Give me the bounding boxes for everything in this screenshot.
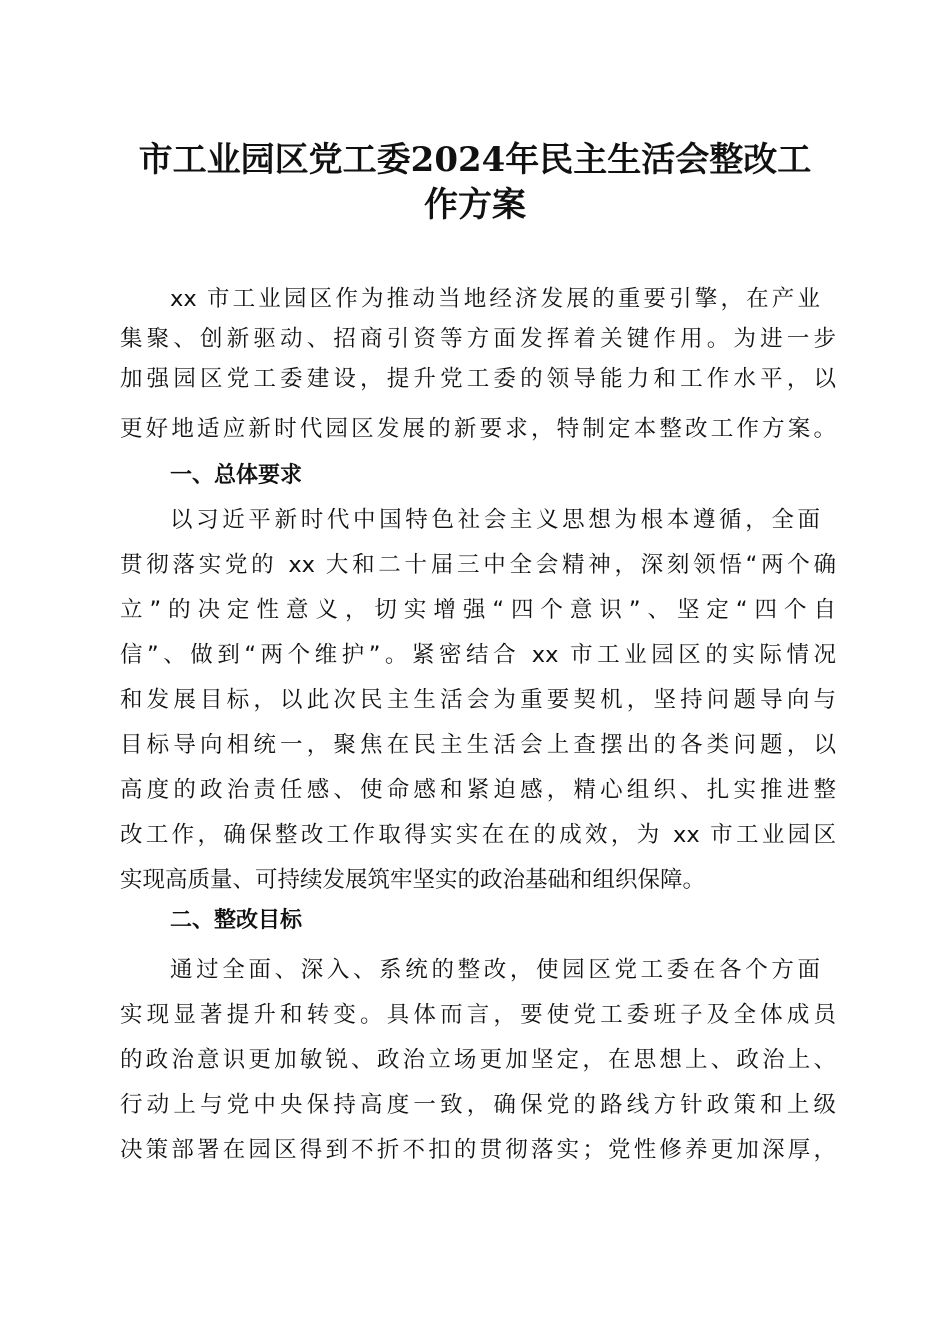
- section-heading-overall-requirements: 一、总体要求: [170, 463, 303, 488]
- section1-line: 目标导向相统一，聚焦在民主生活会上查摆出的各类问题，以: [120, 732, 836, 758]
- section2-line: 通过全面、深入、系统的整改，使园区党工委在各个方面: [170, 957, 820, 983]
- intro-line: xx 市工业园区作为推动当地经济发展的重要引擎，在产业: [170, 286, 820, 312]
- section1-line: 立”的决定性意义，切实增强“四个意识”、坚定“四个自: [120, 597, 836, 623]
- section-heading-rectification-goals: 二、整改目标: [170, 908, 303, 933]
- document-title-line-2: 作方案: [424, 185, 526, 225]
- section2-line: 实现显著提升和转变。具体而言，要使党工委班子及全体成员: [120, 1002, 836, 1028]
- section2-line: 决策部署在园区得到不折不扣的贯彻落实；党性修养更加深厚，: [120, 1137, 836, 1163]
- section1-line: 和发展目标，以此次民主生活会为重要契机，坚持问题导向与: [120, 687, 836, 713]
- document-title-line-1: 市工业园区党工委2024年民主生活会整改工: [138, 140, 812, 180]
- intro-line: 更好地适应新时代园区发展的新要求，特制定本整改工作方案。: [120, 416, 836, 442]
- intro-line: 加强园区党工委建设，提升党工委的领导能力和工作水平，以: [120, 366, 836, 392]
- section2-line: 的政治意识更加敏锐、政治立场更加坚定，在思想上、政治上、: [120, 1047, 836, 1073]
- section1-line: 高度的政治责任感、使命感和紧迫感，精心组织、扎实推进整: [120, 777, 836, 803]
- section1-line: 贯彻落实党的 xx 大和二十届三中全会精神，深刻领悟“两个确: [120, 552, 836, 578]
- section1-line: 以习近平新时代中国特色社会主义思想为根本遵循，全面: [170, 507, 820, 533]
- section1-line: 实现高质量、可持续发展筑牢坚实的政治基础和组织保障。: [120, 867, 706, 893]
- intro-line: 集聚、创新驱动、招商引资等方面发挥着关键作用。为进一步: [120, 326, 836, 352]
- section1-line: 信”、做到“两个维护”。紧密结合 xx 市工业园区的实际情况: [120, 642, 836, 668]
- section2-line: 行动上与党中央保持高度一致，确保党的路线方针政策和上级: [120, 1092, 836, 1118]
- section1-line: 改工作，确保整改工作取得实实在在的成效，为 xx 市工业园区: [120, 822, 836, 848]
